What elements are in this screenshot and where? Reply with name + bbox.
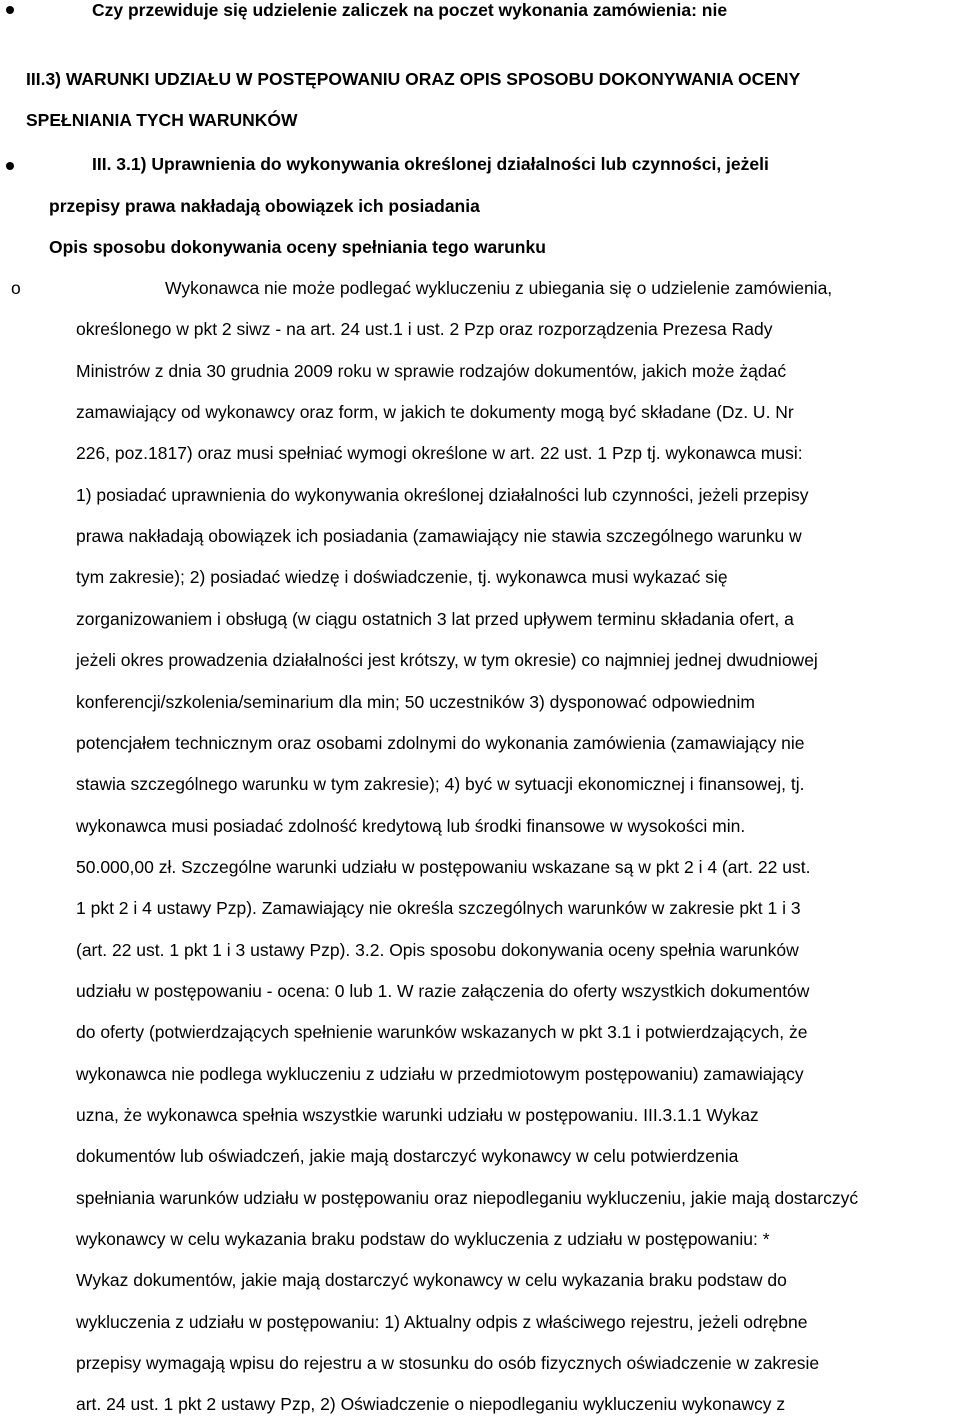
- body-line: zamawiający od wykonawcy oraz form, w jakich te dokumenty mogą być składane (Dz. U. Nr: [76, 402, 794, 422]
- body-line: tym zakresie); 2) posiadać wiedzę i doświadczenie, tj. wykonawca musi wykazać się: [76, 567, 728, 587]
- body-line: 1) posiadać uprawnienia do wykonywania określonej działalności lub czynności, jeżeli przepisy: [76, 485, 809, 505]
- body-line: wykonawca musi posiadać zdolność kredytową lub środki finansowe w wysokości min.: [76, 816, 746, 836]
- body-line: zorganizowaniem i obsługą (w ciągu ostatnich 3 lat przed upływem terminu składania ofert, a: [76, 609, 794, 629]
- circle-bullet-icon: o: [11, 278, 21, 298]
- body-line: potencjałem technicznym oraz osobami zdolnymi do wykonania zamówienia (zamawiający nie: [76, 733, 805, 753]
- body-line: prawa nakładają obowiązek ich posiadania (zamawiający nie stawia szczególnego warunku w: [76, 526, 802, 546]
- body-line: 226, poz.1817) oraz musi spełniać wymogi określone w art. 22 ust. 1 Pzp tj. wykonawca musi:: [76, 443, 803, 463]
- assessment-label: Opis sposobu dokonywania oceny spełniania tego warunku: [49, 237, 546, 257]
- body-line: Wykonawca nie może podlegać wykluczeniu z ubiegania się o udzielenie zamówienia,: [165, 278, 833, 298]
- subsection-heading-line-2: przepisy prawa nakładają obowiązek ich posiadania: [49, 196, 480, 216]
- body-line: stawia szczególnego warunku w tym zakresie); 4) być w sytuacji ekonomicznej i finansowej, tj.: [76, 774, 805, 794]
- body-line: wykonawca nie podlega wykluczeniu z udziału w przedmiotowym postępowaniu) zamawiający: [76, 1064, 804, 1084]
- body-line: konferencji/szkolenia/seminarium dla min; 50 uczestników 3) dysponować odpowiednim: [76, 692, 755, 712]
- section-title-line-2: SPEŁNIANIA TYCH WARUNKÓW: [26, 110, 298, 130]
- body-line: 50.000,00 zł. Szczególne warunki udziału w postępowaniu wskazane są w pkt 2 i 4 (art. 22 ust.: [76, 857, 811, 877]
- subsection-heading-line-1: III. 3.1) Uprawnienia do wykonywania określonej działalności lub czynności, jeżeli: [92, 154, 769, 174]
- body-line: (art. 22 ust. 1 pkt 1 i 3 ustawy Pzp). 3.2. Opis sposobu dokonywania oceny spełnia warunków: [76, 940, 799, 960]
- body-line: dokumentów lub oświadczeń, jakie mają dostarczyć wykonawcy w celu potwierdzenia: [76, 1146, 739, 1166]
- body-line: 1 pkt 2 i 4 ustawy Pzp). Zamawiający nie określa szczególnych warunków w zakresie pkt 1 i 3: [76, 898, 801, 918]
- section-title-line-1: III.3) WARUNKI UDZIAŁU W POSTĘPOWANIU ORAZ OPIS SPOSOBU DOKONYWANIA OCENY: [26, 69, 801, 89]
- body-line: wykonawcy w celu wykazania braku podstaw do wykluczenia z udziału w postępowaniu: *: [76, 1229, 770, 1249]
- body-line: udziału w postępowaniu - ocena: 0 lub 1. W razie załączenia do oferty wszystkich dokumentów: [76, 981, 810, 1001]
- body-line: spełniania warunków udziału w postępowaniu oraz niepodleganiu wykluczeniu, jakie mają dostarczyć: [76, 1188, 859, 1208]
- body-line: Ministrów z dnia 30 grudnia 2009 roku w sprawie rodzajów dokumentów, jakich może żądać: [76, 361, 787, 381]
- body-line: uzna, że wykonawca spełnia wszystkie warunki udziału w postępowaniu. III.3.1.1 Wykaz: [76, 1105, 759, 1125]
- bullet-icon: [6, 162, 14, 170]
- body-line: do oferty (potwierdzających spełnienie warunków wskazanych w pkt 3.1 i potwierdzających, że: [76, 1022, 808, 1042]
- body-line: Wykaz dokumentów, jakie mają dostarczyć wykonawcy w celu wykazania braku podstaw do: [76, 1270, 787, 1290]
- body-line: przepisy wymagają wpisu do rejestru a w stosunku do osób fizycznych oświadczenie w zakresie: [76, 1353, 820, 1373]
- body-line: jeżeli okres prowadzenia działalności jest krótszy, w tym okresie) co najmniej jednej dwudniowej: [76, 650, 818, 670]
- body-line: art. 24 ust. 1 pkt 2 ustawy Pzp, 2) Oświadczenie o niepodleganiu wykluczeniu wykonawcy z: [76, 1394, 786, 1414]
- advance-payment-question: Czy przewiduje się udzielenie zaliczek na poczet wykonania zamówienia: nie: [92, 0, 728, 20]
- bullet-icon: [6, 6, 14, 14]
- body-line: wykluczenia z udziału w postępowaniu: 1) Aktualny odpis z właściwego rejestru, jeżeli odrębne: [76, 1312, 808, 1332]
- body-line: określonego w pkt 2 siwz - na art. 24 ust.1 i ust. 2 Pzp oraz rozporządzenia Prezesa Rady: [76, 319, 773, 339]
